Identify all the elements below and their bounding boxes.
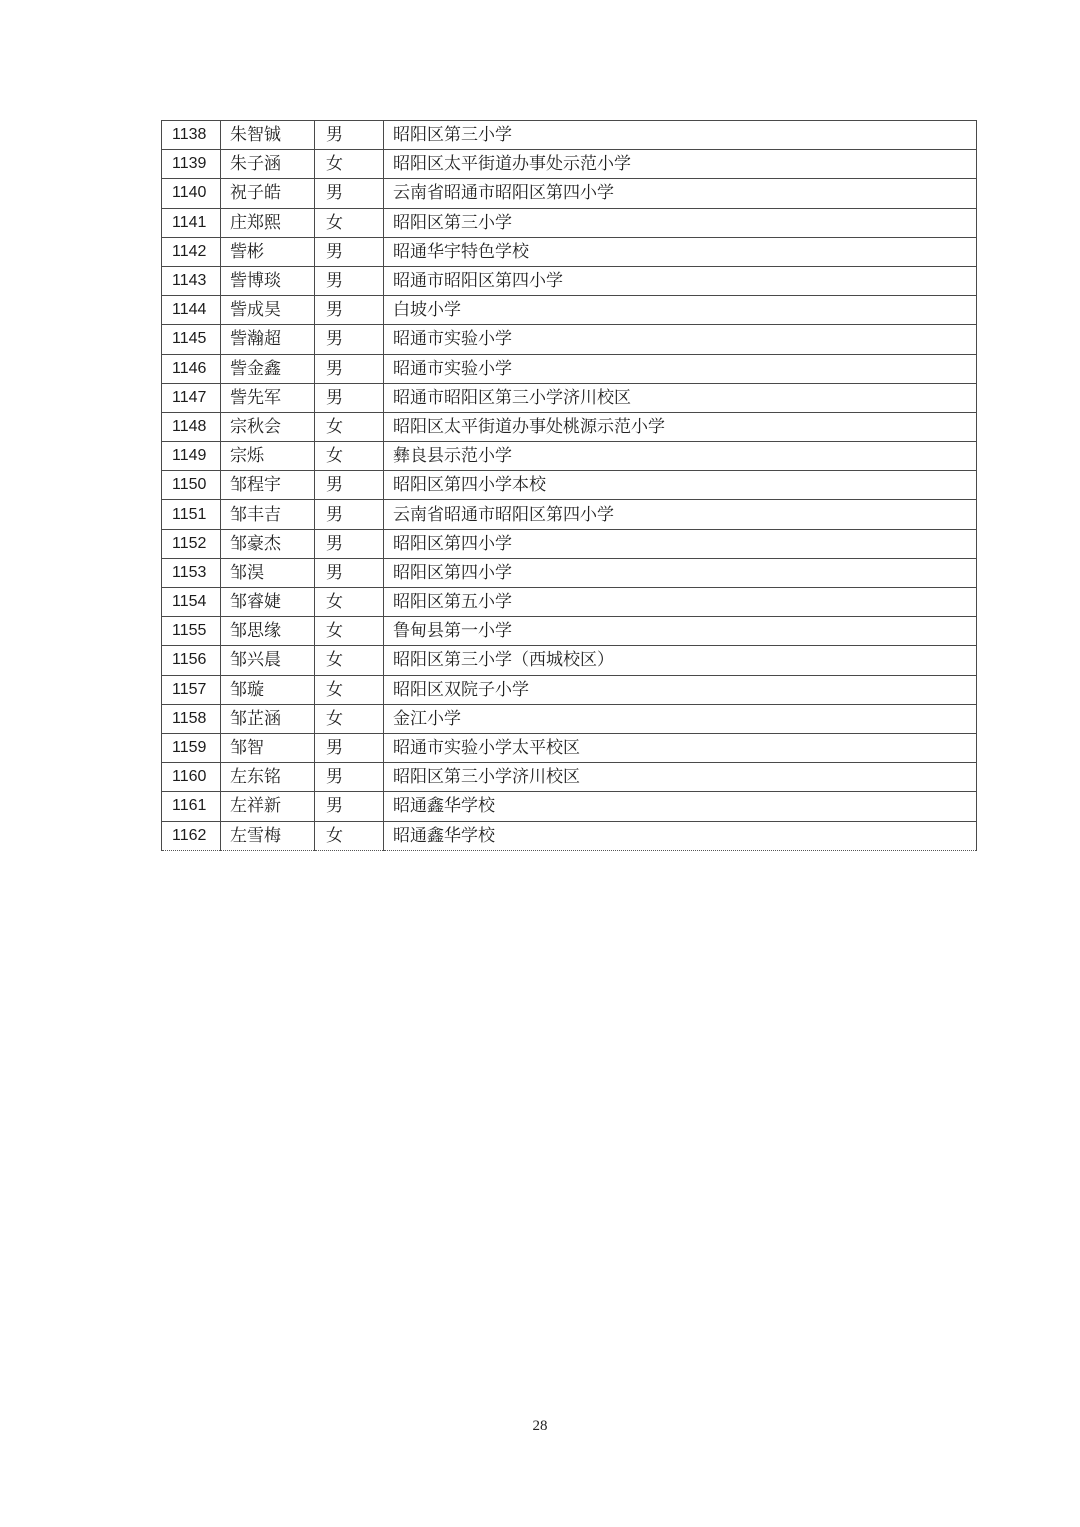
student-name-cell: 邹睿婕 [221, 588, 315, 617]
gender-cell: 男 [315, 325, 384, 354]
page-number: 28 [532, 1418, 548, 1434]
roster-table-body [162, 121, 977, 851]
gender-cell: 男 [315, 354, 384, 383]
row-number-cell: 1162 [162, 821, 221, 850]
school-cell: 昭阳区第四小学 [384, 529, 977, 558]
table-row [162, 412, 977, 441]
student-name-cell: 訾彬 [221, 237, 315, 266]
table-row [162, 588, 977, 617]
student-name-cell: 朱智铖 [221, 121, 315, 150]
school-cell: 昭阳区太平街道办事处示范小学 [384, 150, 977, 179]
table-row [162, 792, 977, 821]
gender-cell: 女 [315, 442, 384, 471]
row-number-cell: 1144 [162, 296, 221, 325]
gender-cell: 男 [315, 179, 384, 208]
row-number-cell: 1141 [162, 208, 221, 237]
row-number-cell: 1157 [162, 675, 221, 704]
student-name-cell: 祝子皓 [221, 179, 315, 208]
table-row [162, 558, 977, 587]
school-cell: 云南省昭通市昭阳区第四小学 [384, 179, 977, 208]
school-cell: 云南省昭通市昭阳区第四小学 [384, 500, 977, 529]
row-number-cell: 1148 [162, 412, 221, 441]
student-name-cell: 左雪梅 [221, 821, 315, 850]
student-name-cell: 邹思缘 [221, 617, 315, 646]
row-number-cell: 1160 [162, 763, 221, 792]
student-name-cell: 訾金鑫 [221, 354, 315, 383]
gender-cell: 女 [315, 150, 384, 179]
table-row [162, 763, 977, 792]
gender-cell: 女 [315, 588, 384, 617]
gender-cell: 男 [315, 296, 384, 325]
student-name-cell: 左祥新 [221, 792, 315, 821]
school-cell: 昭通市实验小学 [384, 325, 977, 354]
row-number-cell: 1154 [162, 588, 221, 617]
school-cell: 白坡小学 [384, 296, 977, 325]
row-number-cell: 1151 [162, 500, 221, 529]
row-number-cell: 1149 [162, 442, 221, 471]
table-row [162, 704, 977, 733]
school-cell: 昭阳区第四小学 [384, 558, 977, 587]
student-name-cell: 宗秋会 [221, 412, 315, 441]
row-number-cell: 1140 [162, 179, 221, 208]
student-name-cell: 訾成昊 [221, 296, 315, 325]
table-row [162, 383, 977, 412]
table-row [162, 617, 977, 646]
gender-cell: 男 [315, 529, 384, 558]
row-number-cell: 1142 [162, 237, 221, 266]
row-number-cell: 1147 [162, 383, 221, 412]
student-name-cell: 訾先军 [221, 383, 315, 412]
school-cell: 昭通华宇特色学校 [384, 237, 977, 266]
student-name-cell: 邹豪杰 [221, 529, 315, 558]
school-cell: 昭阳区第三小学济川校区 [384, 763, 977, 792]
school-cell: 昭阳区太平街道办事处桃源示范小学 [384, 412, 977, 441]
table-row [162, 821, 977, 850]
gender-cell: 女 [315, 675, 384, 704]
gender-cell: 男 [315, 558, 384, 587]
student-name-cell: 宗烁 [221, 442, 315, 471]
table-row [162, 266, 977, 295]
row-number-cell: 1155 [162, 617, 221, 646]
student-name-cell: 朱子涵 [221, 150, 315, 179]
student-name-cell: 左东铭 [221, 763, 315, 792]
row-number-cell: 1158 [162, 704, 221, 733]
school-cell: 昭通市昭阳区第四小学 [384, 266, 977, 295]
school-cell: 昭通鑫华学校 [384, 792, 977, 821]
row-number-cell: 1146 [162, 354, 221, 383]
gender-cell: 男 [315, 121, 384, 150]
row-number-cell: 1138 [162, 121, 221, 150]
row-number-cell: 1143 [162, 266, 221, 295]
school-cell: 昭阳区第三小学 [384, 208, 977, 237]
school-cell: 昭阳区第三小学（西城校区） [384, 646, 977, 675]
gender-cell: 男 [315, 763, 384, 792]
row-number-cell: 1150 [162, 471, 221, 500]
table-row [162, 733, 977, 762]
school-cell: 金江小学 [384, 704, 977, 733]
gender-cell: 女 [315, 617, 384, 646]
table-row [162, 675, 977, 704]
row-number-cell: 1145 [162, 325, 221, 354]
gender-cell: 男 [315, 733, 384, 762]
school-cell: 昭阳区第三小学 [384, 121, 977, 150]
school-cell: 昭阳区第五小学 [384, 588, 977, 617]
gender-cell: 女 [315, 646, 384, 675]
row-number-cell: 1161 [162, 792, 221, 821]
student-name-cell: 邹丰吉 [221, 500, 315, 529]
school-cell: 昭阳区双院子小学 [384, 675, 977, 704]
gender-cell: 男 [315, 792, 384, 821]
table-row [162, 325, 977, 354]
row-number-cell: 1152 [162, 529, 221, 558]
student-name-cell: 邹兴晨 [221, 646, 315, 675]
table-row [162, 150, 977, 179]
school-cell: 昭通市昭阳区第三小学济川校区 [384, 383, 977, 412]
row-number-cell: 1139 [162, 150, 221, 179]
gender-cell: 男 [315, 237, 384, 266]
table-row [162, 121, 977, 150]
student-name-cell: 邹程宇 [221, 471, 315, 500]
school-cell: 彝良县示范小学 [384, 442, 977, 471]
school-cell: 昭通鑫华学校 [384, 821, 977, 850]
school-cell: 鲁甸县第一小学 [384, 617, 977, 646]
student-name-cell: 邹璇 [221, 675, 315, 704]
table-row [162, 442, 977, 471]
student-name-cell: 訾博琰 [221, 266, 315, 295]
gender-cell: 女 [315, 412, 384, 441]
table-row [162, 237, 977, 266]
school-cell: 昭通市实验小学太平校区 [384, 733, 977, 762]
gender-cell: 女 [315, 821, 384, 850]
row-number-cell: 1153 [162, 558, 221, 587]
row-number-cell: 1156 [162, 646, 221, 675]
table-row [162, 354, 977, 383]
table-row [162, 471, 977, 500]
gender-cell: 男 [315, 500, 384, 529]
school-cell: 昭通市实验小学 [384, 354, 977, 383]
gender-cell: 男 [315, 383, 384, 412]
school-cell: 昭阳区第四小学本校 [384, 471, 977, 500]
table-row [162, 296, 977, 325]
gender-cell: 女 [315, 208, 384, 237]
student-roster-table [161, 120, 977, 851]
gender-cell: 男 [315, 471, 384, 500]
row-number-cell: 1159 [162, 733, 221, 762]
student-name-cell: 邹智 [221, 733, 315, 762]
gender-cell: 男 [315, 266, 384, 295]
table-row [162, 179, 977, 208]
student-name-cell: 庄郑熙 [221, 208, 315, 237]
table-row [162, 646, 977, 675]
student-name-cell: 邹淏 [221, 558, 315, 587]
table-row [162, 500, 977, 529]
table-row [162, 208, 977, 237]
gender-cell: 女 [315, 704, 384, 733]
student-name-cell: 訾瀚超 [221, 325, 315, 354]
table-row [162, 529, 977, 558]
student-name-cell: 邹芷涵 [221, 704, 315, 733]
